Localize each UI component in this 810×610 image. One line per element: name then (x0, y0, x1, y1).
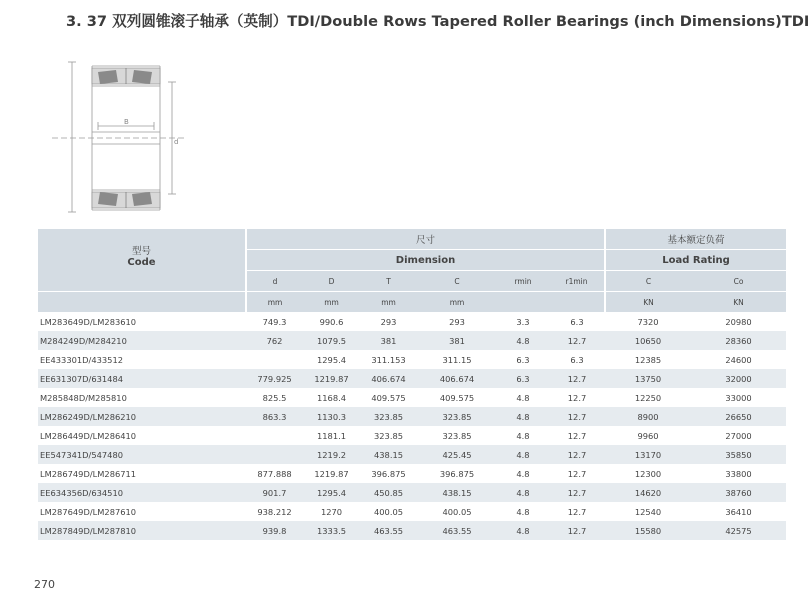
table-cell: 323.85 (360, 407, 417, 426)
code-header-en: Code (127, 257, 156, 269)
code-header-blank (38, 271, 246, 292)
table-cell: 13170 (605, 445, 691, 464)
col-unit: KN (691, 292, 786, 313)
table-row (38, 445, 786, 464)
bearing-code-cell: EE631307D/631484 (38, 369, 246, 388)
dimension-d-label: d (174, 138, 179, 146)
table-cell: 8900 (605, 407, 691, 426)
table-cell: 7320 (637, 316, 659, 327)
table-cell: 6.3 (570, 354, 584, 365)
table-cell: 4.8 (516, 468, 530, 479)
col-unit (497, 292, 549, 313)
table-cell: 4.8 (497, 445, 549, 464)
table-cell: 409.575 (371, 392, 406, 403)
table-cell: 33800 (725, 468, 752, 479)
table-cell: 1219.2 (303, 445, 360, 464)
table-cell: 32000 (691, 369, 786, 388)
table-cell: 4.8 (497, 331, 549, 350)
table-row (38, 464, 786, 483)
table-row (38, 483, 786, 502)
table-row (38, 407, 786, 426)
table-cell: 400.05 (442, 506, 472, 517)
table-cell: 12.7 (549, 445, 605, 464)
table-cell: 323.85 (373, 430, 404, 441)
table-cell: 939.8 (246, 521, 303, 540)
table-cell: 463.55 (417, 521, 497, 540)
col-unit: mm (417, 292, 497, 313)
load-header-cn: 基本额定负荷 (605, 229, 786, 250)
table-cell: 1295.4 (316, 354, 347, 365)
table-cell: 400.05 (373, 506, 404, 517)
col-symbol: Co (691, 271, 786, 292)
table-cell: 1219.87 (314, 468, 349, 479)
table-cell: 12.7 (549, 369, 605, 388)
table-cell: 42575 (691, 521, 786, 540)
table-row (38, 388, 786, 407)
col-symbol: D (303, 271, 360, 292)
table-cell: 10650 (605, 331, 691, 350)
table-cell: 4.8 (516, 392, 530, 403)
table-cell: 1079.5 (303, 331, 360, 350)
table-cell: 1181.1 (316, 430, 347, 441)
bearing-code-cell: LM287849D/LM287810 (38, 521, 246, 540)
table-cell: 825.5 (262, 392, 287, 403)
bearing-code-cell: EE433301D/433512 (40, 354, 124, 365)
table-cell: 36410 (725, 506, 752, 517)
table-cell: 12540 (634, 506, 662, 517)
table-cell: 12385 (634, 354, 662, 365)
table-cell: 463.55 (360, 521, 417, 540)
table-cell: 6.3 (516, 354, 530, 365)
table-cell: 33000 (725, 392, 752, 403)
bearing-code-cell: LM286749D/LM286711 (40, 468, 137, 479)
table-cell (246, 445, 303, 464)
table-cell: 4.8 (497, 483, 549, 502)
table-cell: 779.925 (246, 369, 303, 388)
code-header-cn: 型号 (131, 246, 151, 258)
table-cell: 1333.5 (303, 521, 360, 540)
table-cell: 27000 (725, 430, 752, 441)
table-row (38, 369, 786, 388)
table-cell: 749.3 (262, 316, 287, 327)
table-cell: 28360 (691, 331, 786, 350)
table-cell: 406.674 (360, 369, 417, 388)
code-header-blank (38, 292, 246, 313)
table-cell: 311.153 (371, 354, 406, 365)
table-cell: 406.674 (417, 369, 497, 388)
table-cell: 20980 (725, 316, 752, 327)
col-symbol: C (605, 271, 691, 292)
table-body (38, 312, 786, 540)
table-cell: 6.3 (497, 369, 549, 388)
col-symbol: C (417, 271, 497, 292)
table-cell: 762 (246, 331, 303, 350)
table-cell: 4.8 (497, 521, 549, 540)
bottom-roller-section (92, 192, 160, 208)
table-cell: 293 (449, 316, 465, 327)
table-cell: 35850 (691, 445, 786, 464)
table-cell: 12.7 (567, 506, 587, 517)
table-cell: 15580 (605, 521, 691, 540)
table-cell: 293 (380, 316, 397, 327)
table-cell: 381 (360, 331, 417, 350)
table-cell: 13750 (605, 369, 691, 388)
table-cell: 877.888 (257, 468, 292, 479)
table-cell: 12.7 (567, 392, 587, 403)
table-row (38, 521, 786, 540)
bearing-code-cell: M285848D/M285810 (40, 392, 127, 403)
col-unit: KN (605, 292, 691, 313)
bearing-code-cell: LM283649D/LM283610 (40, 316, 137, 327)
table-cell: 12.7 (567, 468, 587, 479)
table-cell: 4.8 (516, 430, 530, 441)
table-cell: 26650 (691, 407, 786, 426)
table-cell: 381 (417, 331, 497, 350)
table-cell: 1270 (320, 506, 343, 517)
dimension-header-en: Dimension (246, 250, 605, 271)
table-cell: 12.7 (549, 483, 605, 502)
dimension-header-cn: 尺寸 (246, 229, 605, 250)
dimension-b-label: B (124, 118, 129, 126)
table-cell: 438.15 (360, 445, 417, 464)
load-header-en: Load Rating (605, 250, 786, 271)
col-unit (549, 292, 605, 313)
table-cell: 396.875 (439, 468, 475, 479)
table-cell: 12.7 (549, 407, 605, 426)
table-row (38, 426, 786, 445)
bearing-code-cell: M284249D/M284210 (38, 331, 246, 350)
table-cell: 12.7 (567, 430, 587, 441)
table-cell: 38760 (691, 483, 786, 502)
col-unit: mm (303, 292, 360, 313)
table-cell: 12300 (634, 468, 662, 479)
table-cell: 409.575 (439, 392, 475, 403)
bearing-code-cell: EE634356D/634510 (38, 483, 246, 502)
table-cell: 450.85 (360, 483, 417, 502)
table-cell: 12.7 (549, 331, 605, 350)
bearing-code-cell: LM287649D/LM287610 (40, 506, 137, 517)
col-symbol: rmin (497, 271, 549, 292)
table-cell: 24600 (725, 354, 752, 365)
table-cell (246, 426, 303, 445)
table-cell (246, 350, 303, 369)
table-cell: 990.6 (319, 316, 344, 327)
table-cell: 4.8 (497, 407, 549, 426)
bearing-drawing (48, 52, 188, 224)
table-cell: 438.15 (417, 483, 497, 502)
table-cell: 323.85 (417, 407, 497, 426)
table-cell: 901.7 (246, 483, 303, 502)
table-cell: 323.85 (442, 430, 472, 441)
table-row (38, 312, 786, 331)
col-symbol: d (246, 271, 303, 292)
table-cell: 1295.4 (303, 483, 360, 502)
table-cell: 3.3 (516, 316, 530, 327)
table-cell: 14620 (605, 483, 691, 502)
col-unit: mm (246, 292, 303, 313)
table-cell: 1219.87 (303, 369, 360, 388)
table-cell: 6.3 (570, 316, 584, 327)
table-cell: 1130.3 (303, 407, 360, 426)
page-number: 270 (34, 578, 55, 591)
code-header (38, 229, 246, 271)
bearing-code-cell: LM286249D/LM286210 (38, 407, 246, 426)
col-unit: mm (360, 292, 417, 313)
bearing-code-cell: EE547341D/547480 (38, 445, 246, 464)
page-title: 3. 37 双列圆锥滚子轴承（英制）TDI/Double Rows Tapered Roller Bearings (inch Dimensions)TDI (66, 13, 810, 30)
bearing-code-cell: LM286449D/LM286410 (40, 430, 137, 441)
table-cell: 938.212 (257, 506, 292, 517)
col-symbol: T (360, 271, 417, 292)
table-cell: 425.45 (417, 445, 497, 464)
col-symbol: r1min (549, 271, 605, 292)
table-row (38, 331, 786, 350)
table-cell: 311.15 (442, 354, 472, 365)
top-roller-section (92, 68, 160, 84)
table-cell: 12250 (634, 392, 662, 403)
table-cell: 9960 (637, 430, 659, 441)
table-cell: 396.875 (371, 468, 406, 479)
bearing-spec-table (38, 229, 786, 540)
table-cell: 4.8 (516, 506, 530, 517)
table-row (38, 502, 786, 521)
table-row (38, 350, 786, 369)
table-cell: 12.7 (549, 521, 605, 540)
table-cell: 1168.4 (316, 392, 347, 403)
table-cell: 863.3 (246, 407, 303, 426)
